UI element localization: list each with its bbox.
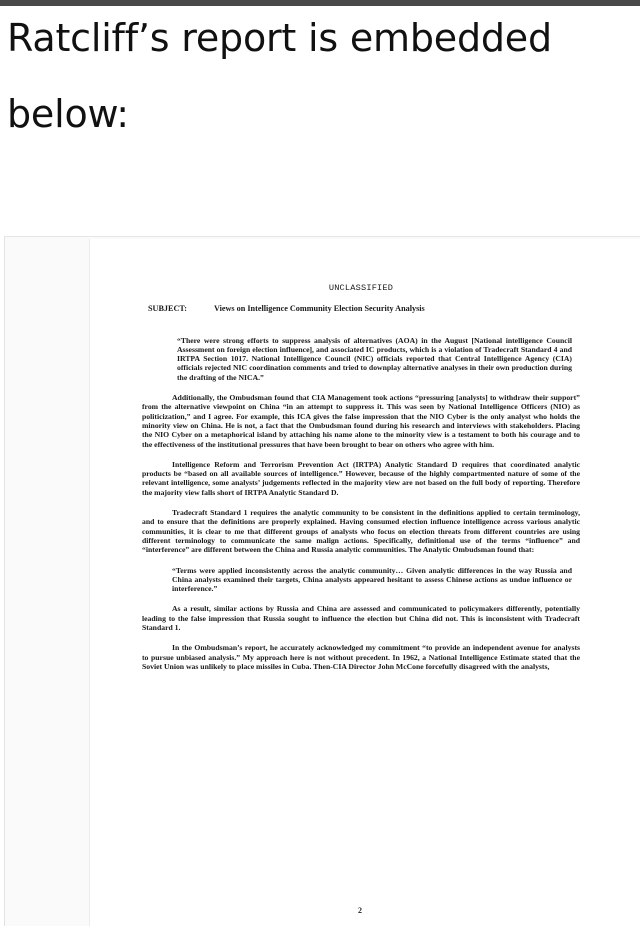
page-number: 2 (358, 906, 362, 915)
article-heading (7, 14, 627, 138)
paragraph-3: Tradecraft Standard 1 requires the analytic community to be consistent in the definitions applied to certain terminology, and to ensure that the definitions are properly explained. Having consumed election influence intelligence across various analytic communities, it is clear to me that different groups of analysts who focus on election threats from different countries are using different terminology to communicate the same malign actions. Specifically, definitional use of the terms “influence” and “interference” are different between the China and Russia analytic communities. The Analytic Ombudsman found that: (142, 508, 580, 555)
subject-line (148, 304, 580, 313)
top-divider-bar (0, 0, 640, 6)
classification-marking: UNCLASSIFIED (328, 283, 394, 293)
quoted-finding-1: “There were strong efforts to suppress analysis of alternatives (AOA) in the August [National intelligence Council Assessment on foreign election influence], and associated IC products, which is a violation of Tradecraft Standard 4 and IRTPA Section 1017. National Intelligence Council (NIC) officials reported that Central Intelligence Agency (CIA) officials rejected NIC coordination comments and tried to downplay alternative analyses in their own production during the drafting of the NICA.” (177, 335, 572, 382)
quoted-finding-2: “Terms were applied inconsistently across the analytic community… Given analytic differences in the way Russia and China analysts examined their targets, China analysts appeared hesitant to assess Chinese actions as undue influence or interference.” (172, 565, 572, 594)
subject-label: SUBJECT: (148, 304, 187, 314)
heading-line-2: below: (7, 92, 129, 136)
subject-value: Views on Intelligence Community Election Security Analysis (214, 304, 425, 314)
paragraph-1: Additionally, the Ombudsman found that CIA Management took actions “pressuring [analysts] to withdraw their support” from the alternative viewpoint on China “in an attempt to suppress it. This was seen by National Intelligence Officers (NIO) as politicization,” and I agree. For example, this ICA gives the false impression that the NIO Cyber is the only analyst who holds the minority view on China. He is not, a fact that the Ombudsman found during his research and interviews with stakeholders. Placing the NIO Cyber on a metaphorical island by attaching his name alone to the minority view is a testament to both his courage and to the effectiveness of the institutional pressures that have been brought to bear on others who agree with him. (142, 393, 580, 449)
paragraph-5: In the Ombudsman’s report, he accurately acknowledged my commitment “to provide an independent avenue for analysts to pursue unbiased analysis.” My approach here is not without precedent. In 1962, a National Intelligence Estimate stated that the Soviet Union was unlikely to place missiles in Cuba. Then-CIA Director John McCone forcefully disagreed with the analysts, (142, 643, 580, 671)
document-body (142, 284, 580, 682)
paragraph-4: As a result, similar actions by Russia and China are assessed and communicated to policymakers differently, potentially leading to the false impression that Russia sought to influence the election but China did not. This is inconsistent with Tradecraft Standard 1. (142, 604, 580, 633)
paragraph-2: Intelligence Reform and Terrorism Prevention Act (IRTPA) Analytic Standard D requires that coordinated analytic products be “based on all available sources of intelligence.” However, because of the highly compartmented nature of some of the relevant intelligence, some analysts’ judgements reflected in the majority view are not based on the full body of reporting. Therefore the majority view falls short of IRTPA Analytic Standard D. (142, 459, 580, 497)
heading-line-1: Ratcliff’s report is embedded (7, 16, 552, 60)
